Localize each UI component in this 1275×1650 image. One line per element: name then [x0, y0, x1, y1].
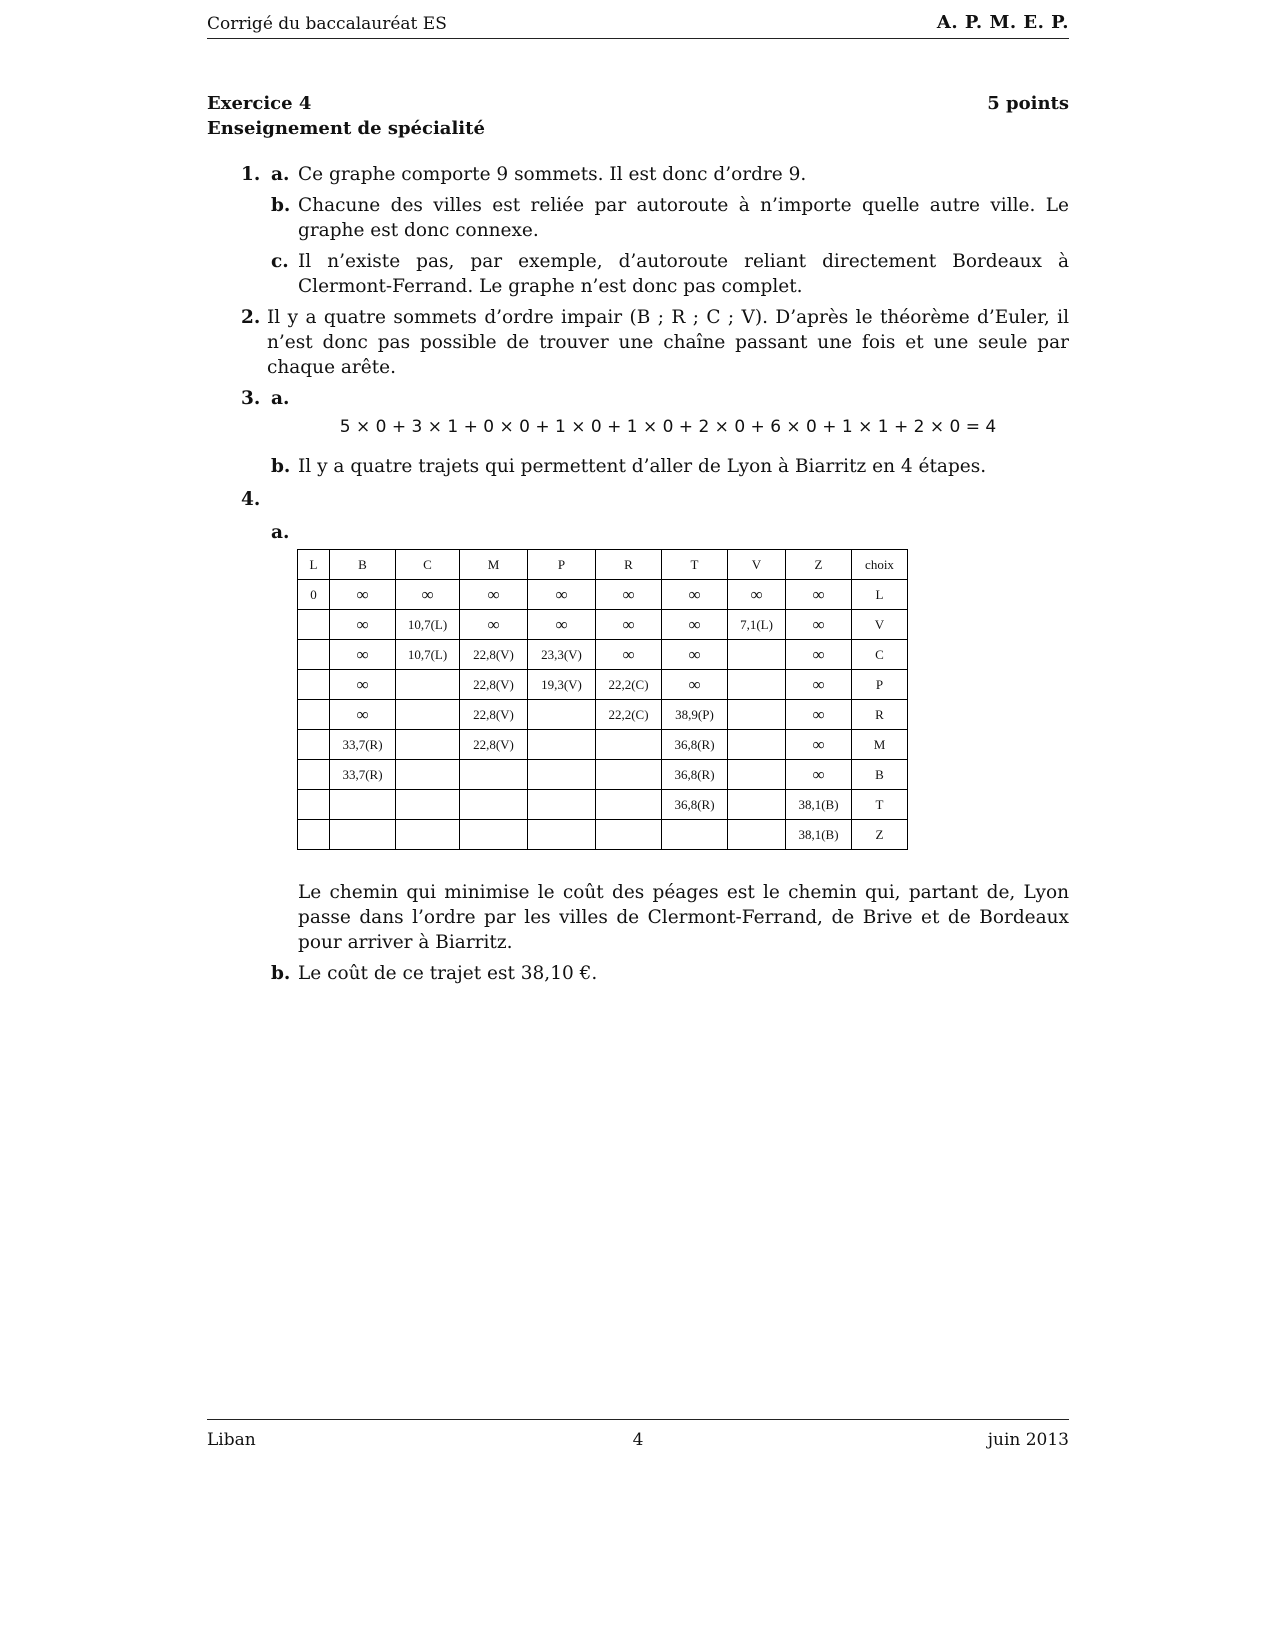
- exercise-content: [207, 162, 1069, 986]
- table-cell: ∞: [596, 610, 662, 640]
- table-cell: [298, 610, 330, 640]
- table-row: [298, 640, 908, 670]
- table-cell: 10,7(L): [396, 640, 460, 670]
- table-cell: ∞: [786, 730, 852, 760]
- q4: [207, 487, 1069, 512]
- q4-b-label: b.: [271, 963, 291, 984]
- table-cell: [596, 790, 662, 820]
- table-cell: M: [852, 730, 908, 760]
- table-cell: 38,9(P): [662, 700, 728, 730]
- table-cell: Z: [852, 820, 908, 850]
- table-cell: ∞: [596, 640, 662, 670]
- table-cell: ∞: [662, 610, 728, 640]
- q1-number: 1.: [241, 164, 261, 185]
- q3-b-label: b.: [271, 456, 291, 477]
- table-cell: ∞: [662, 580, 728, 610]
- table-cell: 38,1(B): [786, 820, 852, 850]
- table-cell: [298, 730, 330, 760]
- q4-b-text: Le coût de ce trajet est 38,10 €.: [298, 963, 598, 984]
- table-cell: ∞: [460, 580, 528, 610]
- table-cell: [728, 700, 786, 730]
- footer-page-number: 4: [632, 1430, 644, 1450]
- footer-right: juin 2013: [987, 1430, 1069, 1450]
- table-cell: 33,7(R): [330, 760, 396, 790]
- q1-c-text: Il n’existe pas, par exemple, d’autoroute reliant directement Bordeaux à Clermont-Ferrand. Le graphe n’est donc pas complet.: [298, 251, 1069, 297]
- q1-a-text: Ce graphe comporte 9 sommets. Il est donc d’ordre 9.: [298, 164, 807, 185]
- table-cell: [528, 760, 596, 790]
- q1-c: [207, 249, 1069, 299]
- table-cell: [396, 670, 460, 700]
- table-row: [298, 820, 908, 850]
- table-cell: M: [460, 550, 528, 580]
- table-cell: ∞: [460, 610, 528, 640]
- q3-a-formula: 5 × 0 + 3 × 1 + 0 × 0 + 1 × 0 + 1 × 0 + 2 × 0 + 6 × 0 + 1 × 1 + 2 × 0 = 4: [339, 417, 997, 437]
- table-cell: choix: [852, 550, 908, 580]
- table-cell: B: [330, 550, 396, 580]
- q1-b: [207, 193, 1069, 243]
- table-cell: L: [852, 580, 908, 610]
- table-cell: ∞: [528, 580, 596, 610]
- table-cell: ∞: [786, 670, 852, 700]
- table-cell: ∞: [662, 640, 728, 670]
- table-cell: 0: [298, 580, 330, 610]
- table-cell: [728, 760, 786, 790]
- table-cell: 22,8(V): [460, 730, 528, 760]
- q4-a-conclusion-text: Le chemin qui minimise le coût des péages est le chemin qui, partant de, Lyon passe dans l’ordre par les villes de Clermont-Ferrand, de Brive et de Bordeaux pour arriver à Biarritz.: [298, 882, 1069, 953]
- q2: [207, 305, 1069, 380]
- table-cell: ∞: [330, 580, 396, 610]
- table-cell: P: [528, 550, 596, 580]
- table-cell: T: [662, 550, 728, 580]
- footer-left: Liban: [207, 1430, 256, 1450]
- table-cell: ∞: [330, 700, 396, 730]
- q4-a: [207, 520, 1069, 545]
- table-cell: ∞: [596, 580, 662, 610]
- dijkstra-table: [297, 549, 908, 850]
- q4-number: 4.: [241, 489, 261, 510]
- table-cell: [396, 790, 460, 820]
- table-row: [298, 610, 908, 640]
- q1-a-label: a.: [271, 164, 290, 185]
- table-cell: [728, 820, 786, 850]
- table-cell: ∞: [786, 760, 852, 790]
- table-cell: [460, 760, 528, 790]
- table-cell: 23,3(V): [528, 640, 596, 670]
- table-cell: V: [728, 550, 786, 580]
- table-row: [298, 700, 908, 730]
- q1-b-text: Chacune des villes est reliée par autoroute à n’importe quelle autre ville. Le graphe est donc connexe.: [298, 195, 1069, 241]
- table-cell: [728, 790, 786, 820]
- table-cell: V: [852, 610, 908, 640]
- table-cell: [728, 730, 786, 760]
- table-cell: [460, 820, 528, 850]
- table-cell: 22,2(C): [596, 700, 662, 730]
- table-cell: ∞: [786, 640, 852, 670]
- table-row: [298, 790, 908, 820]
- exercise-heading: [207, 91, 1069, 141]
- q3-b: [207, 454, 1069, 479]
- table-cell: 19,3(V): [528, 670, 596, 700]
- table-cell: ∞: [786, 580, 852, 610]
- table-row: [298, 730, 908, 760]
- q4-b: [207, 961, 1069, 986]
- table-cell: C: [852, 640, 908, 670]
- table-cell: Z: [786, 550, 852, 580]
- table-cell: R: [852, 700, 908, 730]
- table-cell: P: [852, 670, 908, 700]
- table-cell: [298, 670, 330, 700]
- table-cell: ∞: [728, 580, 786, 610]
- table-cell: [662, 820, 728, 850]
- table-cell: [396, 760, 460, 790]
- table-cell: [460, 790, 528, 820]
- table-cell: [528, 790, 596, 820]
- table-cell: 36,8(R): [662, 760, 728, 790]
- table-cell: C: [396, 550, 460, 580]
- table-cell: ∞: [786, 610, 852, 640]
- table-row: [298, 670, 908, 700]
- table-cell: ∞: [330, 610, 396, 640]
- table-row: [298, 580, 908, 610]
- table-cell: 36,8(R): [662, 790, 728, 820]
- table-cell: [596, 730, 662, 760]
- table-cell: R: [596, 550, 662, 580]
- table-cell: [298, 640, 330, 670]
- table-cell: 38,1(B): [786, 790, 852, 820]
- table-cell: [298, 700, 330, 730]
- table-cell: 36,8(R): [662, 730, 728, 760]
- q4-a-label: a.: [271, 522, 290, 543]
- table-cell: 22,8(V): [460, 700, 528, 730]
- table-cell: ∞: [330, 640, 396, 670]
- page-footer: [207, 1419, 1069, 1462]
- table-header-row: [298, 550, 908, 580]
- q4-a-conclusion: [207, 880, 1069, 955]
- table-cell: ∞: [396, 580, 460, 610]
- table-cell: [596, 760, 662, 790]
- table-cell: [528, 820, 596, 850]
- table-cell: 22,8(V): [460, 670, 528, 700]
- q3-a-label: a.: [271, 388, 290, 409]
- table-cell: [330, 790, 396, 820]
- table-cell: L: [298, 550, 330, 580]
- q1-b-label: b.: [271, 195, 291, 216]
- q3-b-text: Il y a quatre trajets qui permettent d’aller de Lyon à Biarritz en 4 étapes.: [298, 456, 987, 477]
- table-cell: 33,7(R): [330, 730, 396, 760]
- q2-text: Il y a quatre sommets d’ordre impair (B ; R ; C ; V). D’après le théorème d’Euler, il n’est donc pas possible de trouver une chaîne passant une fois et une seule par chaque arête.: [267, 307, 1069, 378]
- q1-c-label: c.: [271, 251, 289, 272]
- table-cell: T: [852, 790, 908, 820]
- table-cell: [298, 790, 330, 820]
- table-cell: 22,2(C): [596, 670, 662, 700]
- q1-a: [207, 162, 1069, 187]
- table-cell: [528, 700, 596, 730]
- table-cell: [298, 820, 330, 850]
- table-cell: 7,1(L): [728, 610, 786, 640]
- table-cell: ∞: [786, 700, 852, 730]
- table-cell: [728, 670, 786, 700]
- table-row: [298, 760, 908, 790]
- table-cell: ∞: [528, 610, 596, 640]
- table-cell: [528, 730, 596, 760]
- table-cell: 22,8(V): [460, 640, 528, 670]
- exercise-title: Exercice 4: [207, 93, 312, 114]
- table-cell: [728, 640, 786, 670]
- table-cell: ∞: [330, 670, 396, 700]
- table-cell: 10,7(L): [396, 610, 460, 640]
- table-cell: [396, 730, 460, 760]
- table-cell: [298, 760, 330, 790]
- header-right: A. P. M. E. P.: [936, 12, 1069, 33]
- page-header: [207, 12, 1069, 39]
- table-cell: [396, 700, 460, 730]
- exercise-subtitle: Enseignement de spécialité: [207, 118, 485, 139]
- q3-a: [207, 386, 1069, 411]
- table-cell: [330, 820, 396, 850]
- header-left: Corrigé du baccalauréat ES: [207, 14, 447, 34]
- q3-number: 3.: [241, 388, 261, 409]
- table-cell: [396, 820, 460, 850]
- table-cell: [596, 820, 662, 850]
- dijkstra-table-body: [298, 550, 908, 850]
- exercise-points: 5 points: [987, 93, 1069, 114]
- table-cell: ∞: [662, 670, 728, 700]
- q2-number: 2.: [241, 307, 261, 328]
- table-cell: B: [852, 760, 908, 790]
